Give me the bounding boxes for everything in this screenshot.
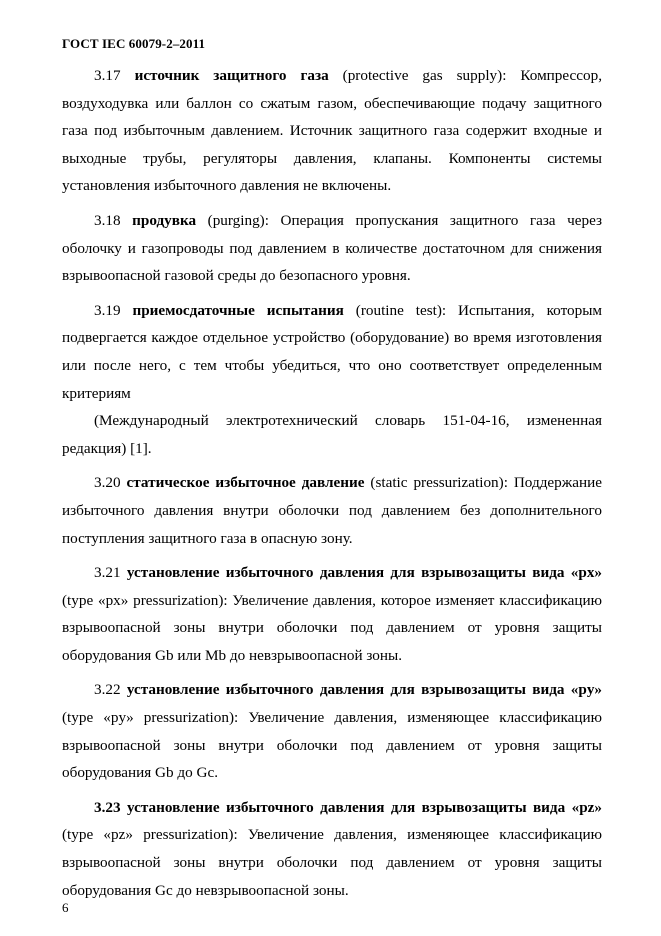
definition-3-18 (62, 207, 602, 290)
source-note-3-19: (Международный электротехнический словарь 151-04-16, измененная редакция) [1]. (62, 412, 602, 457)
definition-text: (type «py» pressurization): Увеличение давления, изменяющее классификацию взрывоопасной зоны внутри оболочки под давлением от уровня защиты оборудования Gb до Gc. (62, 709, 602, 782)
term: приемосдаточные испытания (132, 301, 344, 319)
item-number: 3.21 (94, 564, 121, 582)
document-body (62, 62, 602, 911)
definition-text: (routine test): Испытания, которым подвергается каждое отдельное устройство (оборудование) во время изготовления или после него, с тем чтобы убедиться, что оно соответствует определенным критериям (62, 301, 603, 402)
definition-3-23 (62, 794, 602, 904)
definition-3-19 (62, 297, 602, 407)
item-number: 3.19 (94, 301, 121, 319)
definition-text: (purging): Операция пропускания защитного газа через оболочку и газопроводы под давлением в количестве достаточном для снижения взрывоопасной газовой среды до безопасного уровня. (62, 211, 603, 285)
item-number: 3.17 (94, 67, 121, 84)
definition-3-22 (62, 676, 602, 786)
definition-text: (protective gas supply): Компрессор, воздуходувка или баллон со сжатым газом, обеспечивающие подачу защитного газа под избыточным давлением. Источник защитного газа содержит входные и выходные трубы, регуляторы давления, клапаны. Компоненты системы установления избыточного давления не включены. (62, 67, 602, 195)
document-header: ГОСТ IEC 60079-2–2011 (62, 36, 206, 51)
item-number: 3.18 (94, 211, 121, 229)
term: установление избыточного давления для взрывозащиты вида «pz» (127, 798, 602, 816)
definition-text: (type «pz» pressurization): Увеличение давления, изменяющее классификацию взрывоопасной зоны внутри оболочки под давлением от уровня защиты оборудования Gc до невзрывоопасной зоны. (62, 826, 602, 899)
page-number: 6 (62, 900, 69, 915)
term: статическое избыточное давление (126, 474, 365, 492)
definition-3-20 (62, 469, 602, 552)
definition-3-21 (62, 559, 602, 669)
item-number: 3.23 (94, 798, 121, 816)
item-number: 3.20 (94, 474, 121, 492)
definition-text: (type «px» pressurization): Увеличение давления, которое изменяет классификацию взрывоопасной зоны внутри оболочки под давлением от уровня защиты оборудования Gb или Mb до невзрывоопасной зоны. (62, 591, 602, 664)
definition-text: (static pressurization): Поддержание избыточного давления внутри оболочки под давлением без дополнительного поступления защитного газа в опасную зону. (62, 474, 602, 547)
item-number: 3.22 (94, 681, 121, 699)
term: продувка (132, 211, 197, 229)
definition-3-17 (62, 62, 602, 200)
term: установление избыточного давления для взрывозащиты вида «px» (126, 564, 603, 582)
term: источник защитного газа (134, 67, 329, 84)
term: установление избыточного давления для взрывозащиты вида «py» (126, 681, 603, 699)
